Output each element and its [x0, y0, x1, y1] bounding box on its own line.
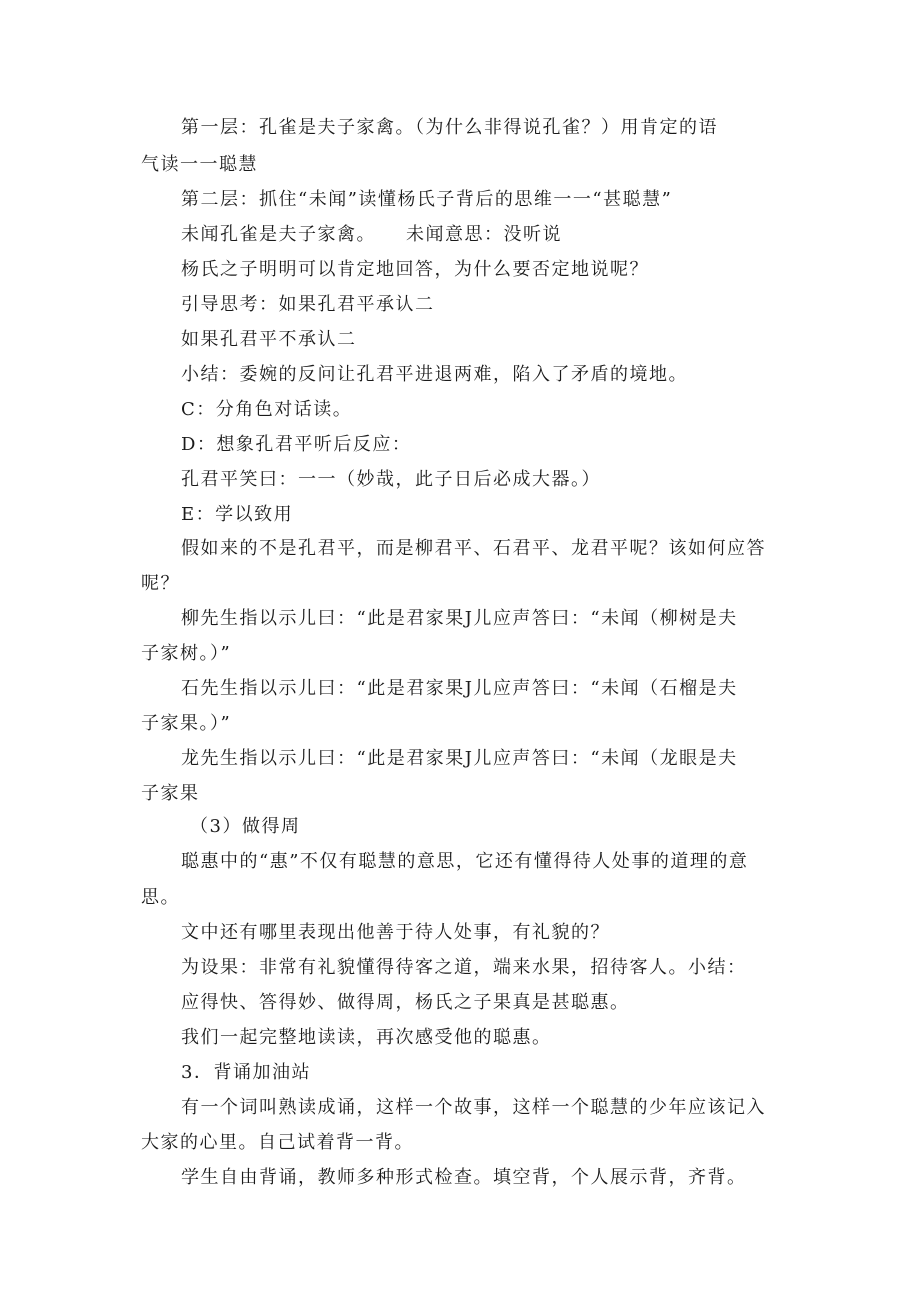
text-line-7: 如果孔君平不承认二	[181, 329, 357, 350]
text-line-18: 子家果。）”	[141, 713, 232, 734]
text-line-31: 学生自由背诵，教师多种形式检查。填空背，个人展示背，齐背。	[181, 1167, 747, 1188]
text-line-26: 应得快、答得妙、做得周，杨氏之子果真是甚聪惠。	[181, 992, 630, 1013]
text-line-12: E：学以致用	[181, 504, 294, 525]
text-line-28: 3．背诵加油站	[181, 1062, 311, 1083]
text-line-16: 子家树。）”	[141, 643, 232, 664]
text-line-10: D：想象孔君平听后反应：	[181, 434, 412, 455]
text-line-27: 我们一起完整地读读，再次感受他的聪惠。	[181, 1027, 552, 1048]
text-line-19: 龙先生指以示儿曰：“此是君家果J儿应声答曰：“未闻（龙眼是夫	[181, 748, 738, 769]
text-line-2: 气读一一聪慧	[141, 154, 258, 175]
text-line-15: 柳先生指以示儿曰：“此是君家果J儿应声答曰：“未闻（柳树是夫	[181, 608, 738, 629]
text-line-11: 孔君平笑曰：一一（妙哉，此子日后必成大器。）	[181, 469, 601, 490]
text-line-8: 小结：委婉的反问让孔君平进退两难，陷入了矛盾的境地。	[181, 364, 688, 385]
text-line-29: 有一个词叫熟读成诵，这样一个故事，这样一个聪慧的少年应该记入	[181, 1097, 766, 1118]
text-line-9: C：分角色对话读。	[181, 399, 353, 420]
text-line-1: 第一层：孔雀是夫子家禽。（为什么非得说孔雀？）用肯定的语	[181, 117, 718, 138]
text-line-17: 石先生指以示儿曰：“此是君家果J儿应声答曰：“未闻（石榴是夫	[181, 678, 738, 699]
text-line-5: 杨氏之子明明可以肯定地回答，为什么要否定地说呢？	[181, 259, 649, 280]
text-line-3: 第二层：抓住“未闻”读懂杨氏子背后的思维一一“甚聪慧”	[181, 189, 673, 210]
text-line-23: 思。	[141, 887, 180, 908]
text-line-25: 为设果：非常有礼貌懂得待客之道，端来水果，招待客人。小结：	[181, 957, 747, 978]
text-line-21: （3）做得周	[190, 816, 301, 837]
text-line-30: 大家的心里。自己试着背一背。	[141, 1132, 414, 1153]
text-line-6: 引导思考：如果孔君平承认二	[181, 294, 435, 315]
text-line-13: 假如来的不是孔君平，而是柳君平、石君平、龙君平呢？该如何应答	[181, 538, 766, 559]
text-line-4: 未闻孔雀是夫子家禽。 未闻意思：没听说	[181, 224, 562, 245]
text-line-22: 聪惠中的“惠”不仅有聪慧的意思，它还有懂得待人处事的道理的意	[181, 851, 749, 872]
text-line-24: 文中还有哪里表现出他善于待人处事，有礼貌的？	[181, 922, 610, 943]
text-line-14: 呢？	[141, 573, 180, 594]
text-line-20: 子家果	[141, 783, 200, 804]
